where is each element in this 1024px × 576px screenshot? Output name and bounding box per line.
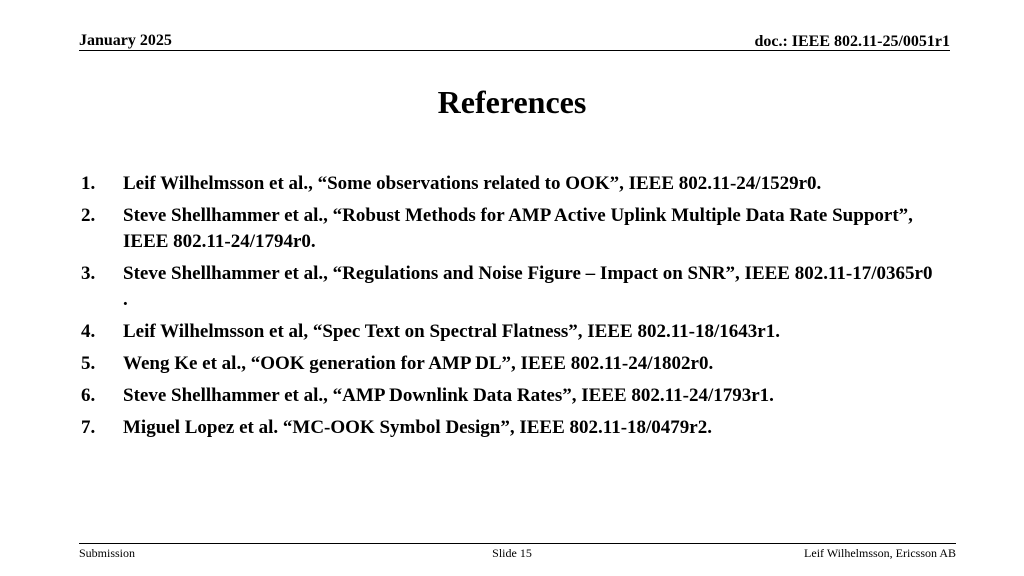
reference-item-3 [81,261,941,313]
slide-title: References [437,84,587,120]
reference-list [81,171,941,447]
reference-text: Leif Wilhelmsson et al., “Some observations related to OOK”, IEEE 802.11-24/1529r0. [123,173,822,194]
reference-text: Miguel Lopez et al. “MC-OOK Symbol Design”, IEEE 802.11-18/0479r2. [123,417,712,438]
reference-number: 2. [81,205,96,226]
reference-item-1 [81,171,941,197]
footer-author: Leif Wilhelmsson, Ericsson AB [804,546,956,560]
reference-item-5 [81,351,941,377]
reference-item-4 [81,319,941,345]
reference-item-6 [81,383,941,409]
reference-number: 1. [81,173,96,194]
reference-number: 4. [81,321,96,342]
reference-text: Steve Shellhammer et al., “Regulations and Noise Figure – Impact on SNR”, IEEE 802.11-17/0365r0 . [123,263,933,310]
reference-text: Leif Wilhelmsson et al, “Spec Text on Spectral Flatness”, IEEE 802.11-18/1643r1. [123,321,780,342]
reference-text: Weng Ke et al., “OOK generation for AMP DL”, IEEE 802.11-24/1802r0. [123,353,714,374]
reference-item-7 [81,415,941,441]
reference-number: 7. [81,417,96,438]
footer-divider [79,543,956,544]
reference-number: 6. [81,385,96,406]
reference-text: Steve Shellhammer et al., “AMP Downlink Data Rates”, IEEE 802.11-24/1793r1. [123,385,774,406]
header-date: January 2025 [79,32,172,49]
reference-number: 3. [81,263,96,284]
reference-item-2 [81,203,941,255]
reference-text: Steve Shellhammer et al., “Robust Methods for AMP Active Uplink Multiple Data Rate Support”, IEEE 802.11-24/1794r0. [123,205,913,252]
footer-submission: Submission [79,546,136,560]
header-divider [79,50,950,51]
footer-slide-number: Slide 15 [492,546,532,560]
header-doc-id: doc.: IEEE 802.11-25/0051r1 [754,33,950,50]
reference-number: 5. [81,353,96,374]
